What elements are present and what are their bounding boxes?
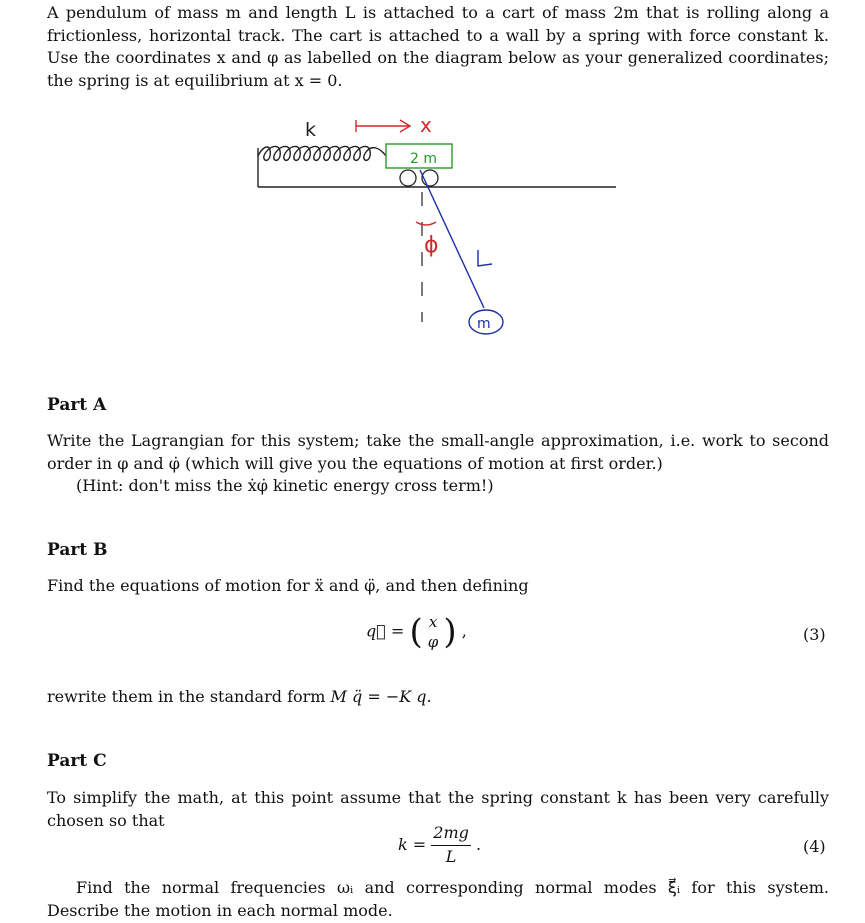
spring (258, 146, 386, 160)
part-b-body: Find the equations of motion for ẍ and φ̈, and then defining (47, 576, 529, 595)
equation-4-fraction (431, 822, 471, 868)
spring-label: k (305, 119, 317, 141)
bob-label: m (477, 316, 491, 332)
rewrite-text: rewrite them in the standard form (47, 687, 326, 706)
part-a-heading: Part A (47, 395, 107, 415)
equation-4-lhs: k = (398, 834, 427, 854)
equation-4-tail: . (475, 834, 482, 854)
angle-arc (416, 222, 436, 225)
equation-3-lhs: q⃗ = (366, 621, 405, 641)
equation-3-number: (3) (803, 625, 826, 644)
equation-3-tail: , (461, 621, 467, 641)
fraction-numerator: 2mg (431, 822, 471, 846)
length-label (478, 250, 492, 266)
right-paren: ) (443, 611, 457, 652)
angle-label: ϕ (424, 233, 439, 258)
column-vector (428, 612, 439, 652)
left-paren: ( (409, 611, 423, 652)
rewrite-equation: M q̈ = −K q. (330, 687, 432, 706)
equation-4 (398, 822, 481, 868)
part-c-body: To simplify the math, at this point assume that the spring constant k has been very carefully chosen so that (47, 788, 829, 830)
part-c-final: Find the normal frequencies ωᵢ and corresponding normal modes ξ⃗ᵢ for this system. Describe the motion in each normal mode. (47, 878, 829, 920)
wheel-left (400, 170, 416, 186)
x-label: x (420, 113, 432, 137)
fraction-denominator: L (445, 846, 457, 866)
equation-3 (366, 612, 467, 652)
equation-4-number: (4) (803, 837, 826, 856)
part-a-hint: (Hint: don't miss the ẋφ̇ kinetic energy cross term!) (76, 476, 494, 495)
vector-bottom: φ (427, 633, 439, 651)
part-a-body: Write the Lagrangian for this system; take the small-angle approximation, i.e. work to second order in φ and φ̇ (which will give you the equations of motion at first order.) (47, 431, 829, 473)
part-c-heading: Part C (47, 751, 107, 771)
intro-paragraph: A pendulum of mass m and length L is attached to a cart of mass 2m that is rolling along a frictionless, horizontal track. The cart is attached to a wall by a spring with force constant k. Use the coordinates x and φ as labelled on the diagram below as your generalized coordinates; the spring is at equilibrium at x = 0. (47, 3, 829, 90)
pendulum-cart-diagram (250, 110, 630, 345)
cart-label: 2 m (410, 151, 437, 167)
part-b-heading: Part B (47, 540, 108, 560)
part-b-rewrite (47, 686, 829, 709)
vector-top: x (428, 613, 438, 631)
